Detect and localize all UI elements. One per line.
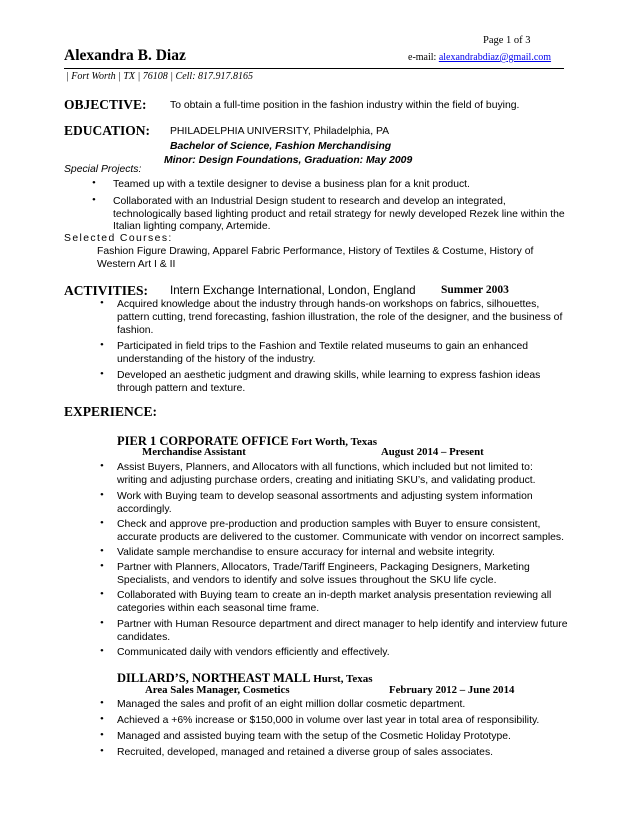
job-item: Achieved a +6% increase or $150,000 in volume over last year in total area of responsibility. <box>117 715 540 726</box>
job-item: Collaborated with Buying team to create an in-depth market analysis presentation reviewing all <box>117 590 552 601</box>
header-rule <box>64 68 564 69</box>
job-role: Area Sales Manager, Cosmetics <box>145 684 290 696</box>
courses-text: Fashion Figure Drawing, Apparel Fabric Performance, History of Textiles & Costume, History of <box>97 246 534 257</box>
activity-item-cont: fashion. <box>117 325 154 336</box>
bullet-icon: • <box>100 368 104 380</box>
project-item-cont: Italian lighting company, Artemide. <box>113 221 271 232</box>
minor-graduation: Minor: Design Foundations, Graduation: May 2009 <box>164 155 413 166</box>
page-number: Page 1 of 3 <box>483 35 531 46</box>
bullet-icon: • <box>92 177 96 189</box>
bullet-icon: • <box>100 560 104 572</box>
candidate-name: Alexandra B. Diaz <box>64 47 186 64</box>
job-item: Work with Buying team to develop seasonal assortments and adjusting system information <box>117 491 533 502</box>
job-item-cont: accordingly. <box>117 504 172 515</box>
bullet-icon: • <box>100 617 104 629</box>
bullet-icon: • <box>100 745 104 757</box>
job-role: Merchandise Assistant <box>142 446 246 458</box>
bullet-icon: • <box>100 297 104 309</box>
job-item: Communicated daily with vendors efficiently and effectively. <box>117 647 390 658</box>
job-item: Partner with Planners, Allocators, Trade/Tariff Engineers, Packaging Designers, Marketing <box>117 562 530 573</box>
experience-heading: EXPERIENCE: <box>64 404 158 419</box>
bullet-icon: • <box>100 517 104 529</box>
activities-heading: ACTIVITIES: <box>64 283 149 298</box>
email-label: e-mail: <box>408 52 439 63</box>
project-item: Teamed up with a textile designer to devise a business plan for a knit product. <box>113 179 470 190</box>
activity-item: Acquired knowledge about the industry through hands-on workshops on fabrics, silhouettes, <box>117 299 540 310</box>
job-item-cont: accurate products are delivered to the customer. Communicate with vendor on incorrect samples. <box>117 532 565 543</box>
job-item-cont: categories within each seasonal time frame. <box>117 603 320 614</box>
degree: Bachelor of Science, Fashion Merchandising <box>170 141 392 152</box>
company-location: Hurst, Texas <box>310 673 373 685</box>
bullet-icon: • <box>100 489 104 501</box>
job-item: Managed the sales and profit of an eight million dollar cosmetic department. <box>117 699 466 710</box>
job-item: Managed and assisted buying team with the setup of the Cosmetic Holiday Prototype. <box>117 731 511 742</box>
project-item-cont: technologically based lighting product and retail strategy for newly developed Rezek line within the <box>113 209 565 220</box>
job-item: Partner with Human Resource department and direct manager to help identify and interview future <box>117 619 568 630</box>
job-item: Recruited, developed, managed and retained a diverse group of sales associates. <box>117 747 494 758</box>
bullet-icon: • <box>100 697 104 709</box>
activity-item-cont: understanding of the history of the industry. <box>117 354 316 365</box>
activity-item-cont: through pattern and texture. <box>117 383 246 394</box>
job-dates: February 2012 – June 2014 <box>389 684 515 696</box>
bullet-icon: • <box>100 713 104 725</box>
selected-courses-label: Selected Courses: <box>64 233 173 244</box>
activity-item: Participated in field trips to the Fashion and Textile related museums to gain an enhanced <box>117 341 529 352</box>
activity-item: Developed an aesthetic judgment and drawing skills, while learning to express fashion ideas <box>117 370 541 381</box>
activity-date: Summer 2003 <box>441 284 509 296</box>
bullet-icon: • <box>100 545 104 557</box>
email-line <box>408 52 551 63</box>
bullet-icon: • <box>100 645 104 657</box>
objective-text: To obtain a full-time position in the fashion industry within the field of buying. <box>170 100 520 111</box>
job-item-cont: writing and adjusting purchase orders, creating and initiating SKU’s, and validating product. <box>117 475 536 486</box>
bullet-icon: • <box>100 339 104 351</box>
bullet-icon: • <box>100 460 104 472</box>
company-location: Fort Worth, Texas <box>288 436 378 448</box>
courses-text-cont: Western Art I & II <box>97 259 176 270</box>
activity-item-cont: pattern cutting, trend forecasting, fashion illustration, the role of the designer, and the business of <box>117 312 563 323</box>
school-name: PHILADELPHIA UNIVERSITY, Philadelphia, PA <box>170 126 390 137</box>
job-item: Assist Buyers, Planners, and Allocators with all functions, which included but not limited to: <box>117 462 533 473</box>
job-item-cont: candidates. <box>117 632 171 643</box>
job-dates: August 2014 – Present <box>381 446 484 458</box>
bullet-icon: • <box>92 194 96 206</box>
project-item: Collaborated with an Industrial Design student to research and develop an integrated, <box>113 196 506 207</box>
email-link[interactable]: alexandrabdiaz@gmail.com <box>438 52 552 63</box>
education-heading: EDUCATION: <box>64 123 151 138</box>
bullet-icon: • <box>100 588 104 600</box>
job-item: Validate sample merchandise to ensure accuracy for internal and website integrity. <box>117 547 495 558</box>
objective-heading: OBJECTIVE: <box>64 97 147 112</box>
contact-info: | Fort Worth | TX | 76108 | Cell: 817.917.8165 <box>66 71 254 82</box>
bullet-icon: • <box>100 729 104 741</box>
activity-title: Intern Exchange International, London, England <box>170 284 416 297</box>
job-item-cont: Specialists, and vendors to identify and solve issues throughout the SKU life cycle. <box>117 575 497 586</box>
job-item: Check and approve pre-production and production samples with Buyer to ensure consistent, <box>117 519 541 530</box>
company-name: DILLARD’S, NORTHEAST MALL <box>117 671 311 685</box>
special-projects-label: Special Projects: <box>64 164 142 175</box>
company-name: PIER 1 CORPORATE OFFICE <box>117 434 289 448</box>
